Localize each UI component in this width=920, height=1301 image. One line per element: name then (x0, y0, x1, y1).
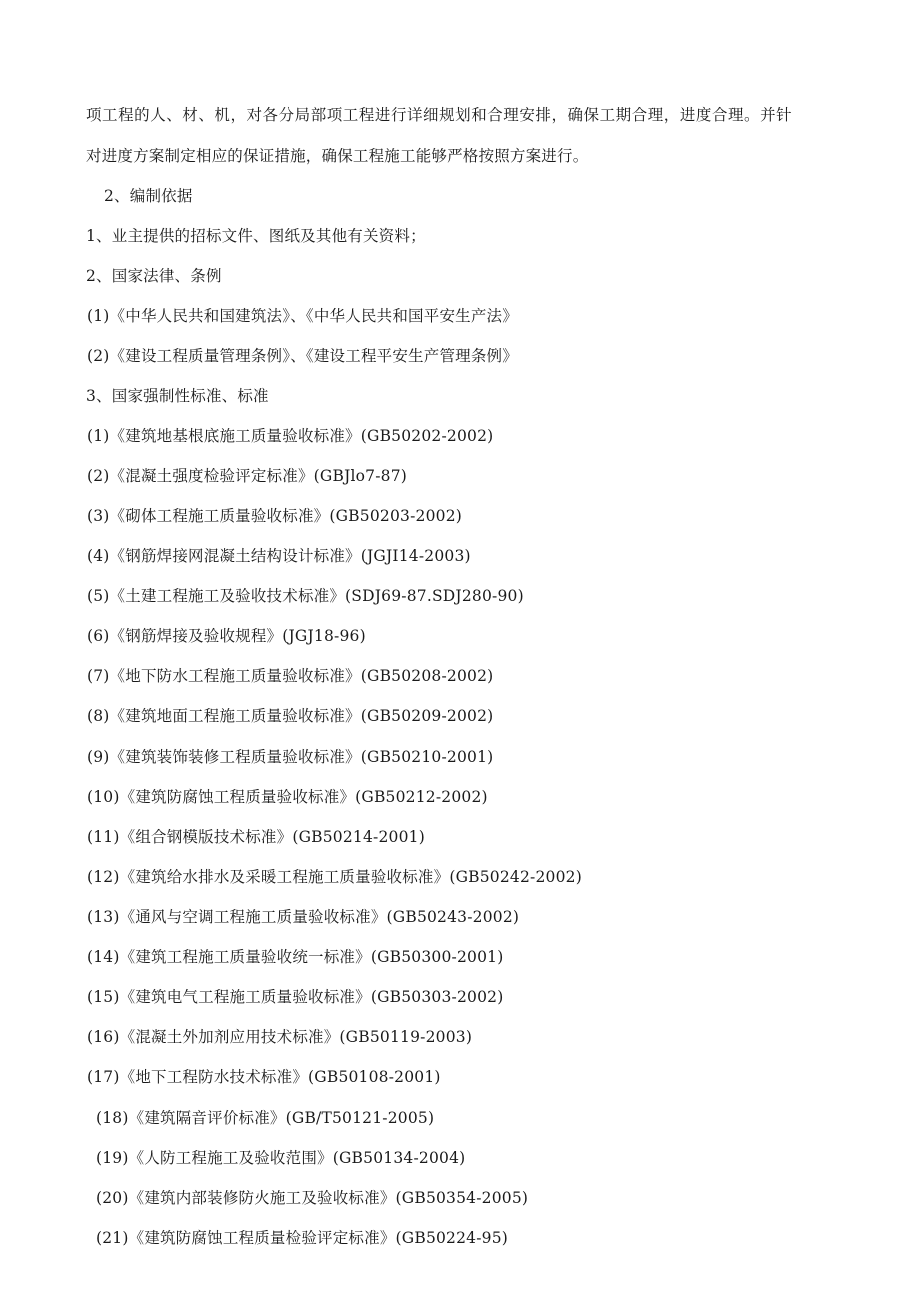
standard-item: (20)《建筑内部装修防火施工及验收标准》(GB50354-2005) (96, 1189, 529, 1207)
basis-item: 1、业主提供的招标文件、图纸及其他有关资料； (86, 227, 426, 245)
law-item: (1)《中华人民共和国建筑法》、《中华人民共和国平安生产法》 (87, 307, 518, 325)
section-heading: 2、编制依据 (104, 187, 193, 205)
standard-item: (8)《建筑地面工程施工质量验收标准》(GB50209-2002) (87, 707, 494, 725)
standard-item: (16)《混凝土外加剂应用技术标准》(GB50119-2003) (87, 1028, 473, 1046)
basis-item: 2、国家法律、条例 (86, 267, 222, 285)
standard-item: (18)《建筑隔音评价标准》(GB/T50121-2005) (96, 1109, 435, 1127)
standard-item: (13)《通风与空调工程施工质量验收标准》(GB50243-2002) (87, 908, 520, 926)
standard-item: (21)《建筑防腐蚀工程质量检验评定标准》(GB50224-95) (96, 1229, 509, 1247)
standard-item: (5)《土建工程施工及验收技术标准》(SDJ69-87.SDJ280-90) (87, 587, 524, 605)
standard-item: (14)《建筑工程施工质量验收统一标准》(GB50300-2001) (87, 948, 504, 966)
standard-item: (10)《建筑防腐蚀工程质量验收标准》(GB50212-2002) (87, 788, 488, 806)
standard-item: (9)《建筑装饰装修工程质量验收标准》(GB50210-2001) (87, 748, 494, 766)
standard-item: (7)《地下防水工程施工质量验收标准》(GB50208-2002) (87, 667, 494, 685)
standard-item: (4)《钢筋焊接网混凝土结构设计标准》(JGJI14-2003) (87, 547, 471, 565)
basis-item: 3、国家强制性标准、标准 (86, 387, 269, 405)
standard-item: (11)《组合钢模版技术标准》(GB50214-2001) (87, 828, 425, 846)
law-item: (2)《建设工程质量管理条例》、《建设工程平安生产管理条例》 (87, 347, 518, 365)
standard-item: (2)《混凝土强度检验评定标准》(GBJlo7-87) (87, 467, 408, 485)
standard-item: (19)《人防工程施工及验收范围》(GB50134-2004) (96, 1149, 466, 1167)
standard-item: (12)《建筑给水排水及采暖工程施工质量验收标准》(GB50242-2002) (87, 868, 582, 886)
standard-item: (3)《砌体工程施工质量验收标准》(GB50203-2002) (87, 507, 463, 525)
standard-item: (6)《钢筋焊接及验收规程》(JGJ18-96) (87, 627, 366, 645)
paragraph-line: 项工程的人、材、机，对各分局部项工程进行详细规划和合理安排，确保工期合理，进度合理。并针 (86, 106, 793, 124)
paragraph-line: 对进度方案制定相应的保证措施，确保工程施工能够严格按照方案进行。 (86, 147, 589, 165)
standard-item: (17)《地下工程防水技术标准》(GB50108-2001) (87, 1068, 441, 1086)
standard-item: (15)《建筑电气工程施工质量验收标准》(GB50303-2002) (87, 988, 504, 1006)
standard-item: (1)《建筑地基根底施工质量验收标准》(GB50202-2002) (87, 427, 494, 445)
